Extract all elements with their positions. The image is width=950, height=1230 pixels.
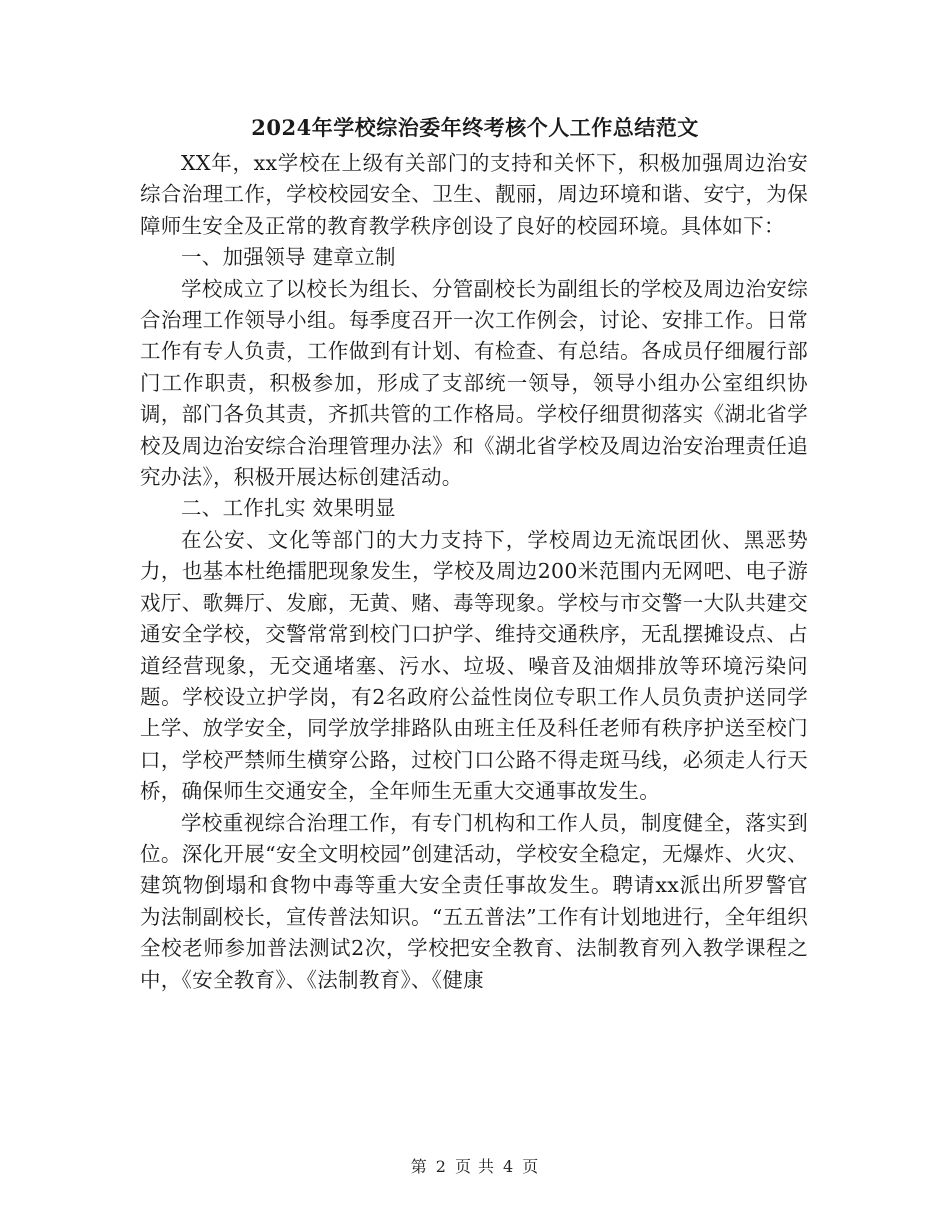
- footer-prefix: 第: [410, 1157, 428, 1176]
- section-2-paragraph-1: 在公安、文化等部门的大力支持下，学校周边无流氓团伙、黑恶势力，也基本杜绝擂肥现象发生，学校及周边200米范围内无网吧、电子游戏厅、歌舞厅、发廊，无黄、赌、毒等现象。学校与市交警一大队共建交通安全学校，交警常常到校门口护学、维持交通秩序，无乱摆摊设点、占道经营现象，无交通堵塞、污水、垃圾、噪音及油烟排放等环境污染问题。学校设立护学岗，有2名政府公益性岗位专职工作人员负责护送同学上学、放学安全，同学放学排路队由班主任及科任老师有秩序护送至校门口，学校严禁师生横穿公路，过校门口公路不得走斑马线，必须走人行天桥，确保师生交通安全，全年师生无重大交通事故发生。: [140, 527, 808, 804]
- footer-suffix: 页: [522, 1157, 540, 1176]
- document-title: 2024年学校综治委年终考核个人工作总结范文: [251, 115, 699, 140]
- intro-paragraph: XX年，xx学校在上级有关部门的支持和关怀下，积极加强周边治安综合治理工作，学校校园安全、卫生、靓丽，周边环境和谐、安宁，为保障师生安全及正常的教育教学秩序创设了良好的校园环境。具体如下：: [140, 151, 808, 238]
- footer-middle: 页 共: [454, 1157, 496, 1176]
- section-heading-2: 二、工作扎实 效果明显: [181, 496, 396, 521]
- section-2-paragraph-2: 学校重视综合治理工作，有专门机构和工作人员，制度健全，落实到位。深化开展“安全文明校园”创建活动，学校安全稳定，无爆炸、火灾、建筑物倒塌和食物中毒等重大安全责任事故发生。聘请xx派出所罗警官为法制副校长，宣传普法知识。“五五普法”工作有计划地进行，全年组织全校老师参加普法测试2次，学校把安全教育、法制教育列入教学课程之中，《安全教育》、《法制教育》、《健康: [140, 810, 808, 992]
- section-heading-1: 一、加强领导 建章立制: [181, 245, 396, 270]
- page-footer: [0, 1154, 950, 1177]
- footer-current-page: 2: [435, 1157, 447, 1176]
- section-1-paragraph: 学校成立了以校长为组长、分管副校长为副组长的学校及周边治安综合治理工作领导小组。每季度召开一次工作例会，讨论、安排工作。日常工作有专人负责，工作做到有计划、有检查、有总结。各成员仔细履行部门工作职责，积极参加，形成了支部统一领导，领导小组办公室组织协调，部门各负其责，齐抓共管的工作格局。学校仔细贯彻落实《湖北省学校及周边治安综合治理管理办法》和《湖北省学校及周边治安治理责任追究办法》，积极开展达标创建活动。: [140, 276, 808, 490]
- footer-total-pages: 4: [503, 1157, 515, 1176]
- document-body: [140, 148, 808, 996]
